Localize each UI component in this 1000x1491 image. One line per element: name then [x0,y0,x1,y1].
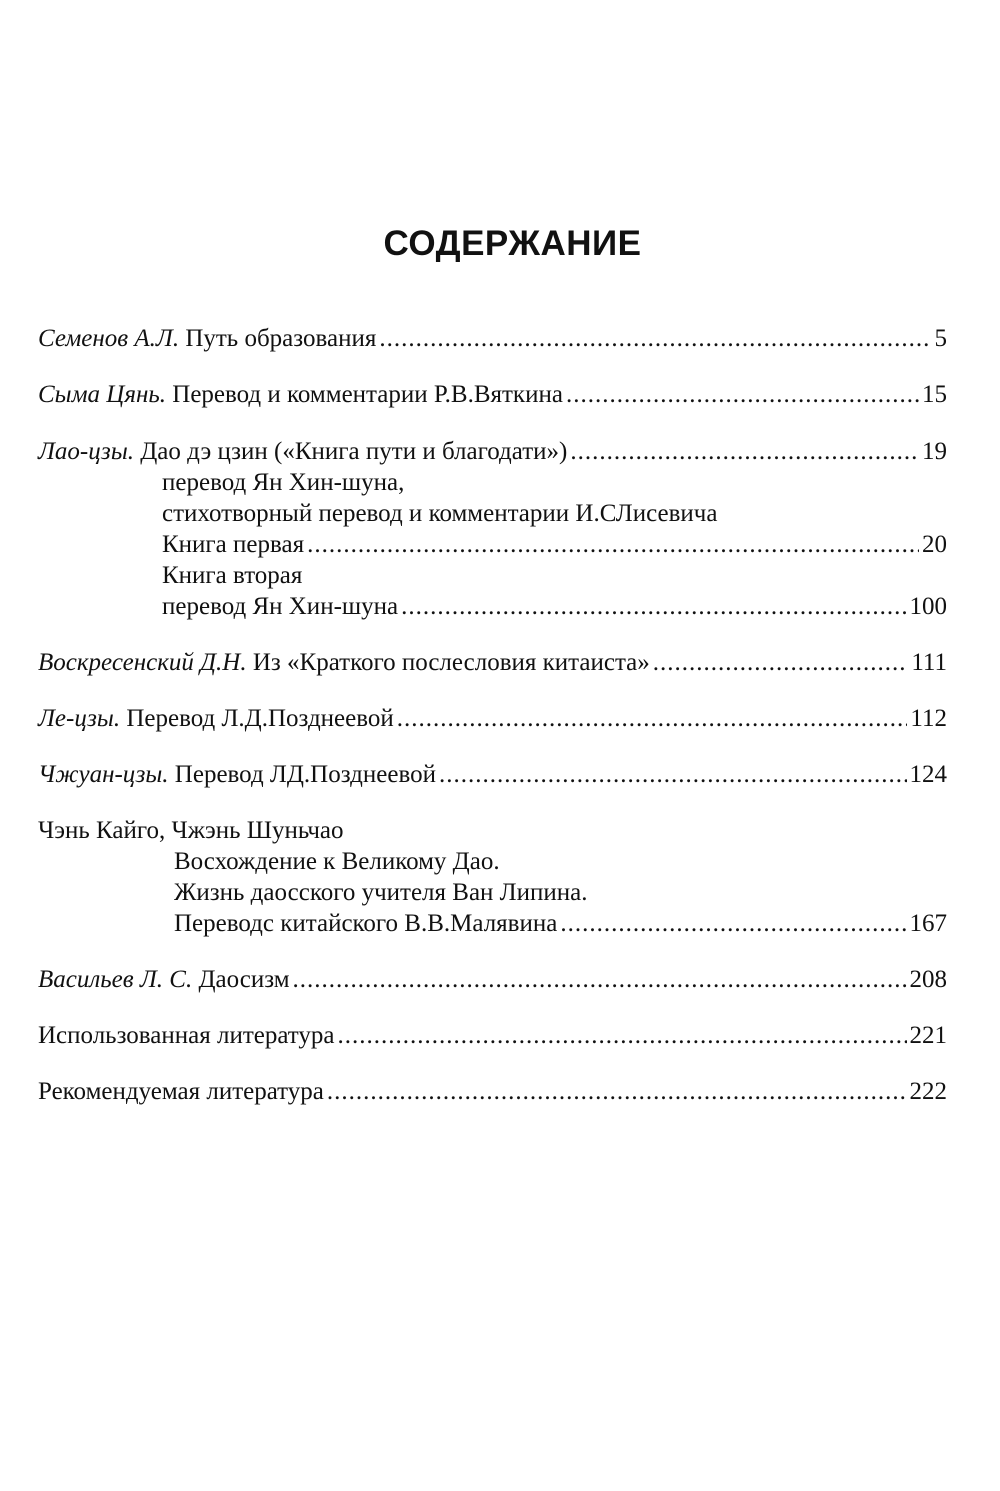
toc-subline-text: перевод Ян Хин-шуна, [162,469,405,496]
toc-entry-le-tzu[interactable] [38,704,947,734]
toc-entry-syma-tsyan[interactable] [38,380,947,410]
toc-entry-lao-book-one[interactable] [162,530,947,560]
toc-subline-text: Восхождение к Великому Дао. [174,848,500,875]
toc-subline-text: Книга вторая [162,562,303,589]
toc-subline [162,468,404,498]
toc-entry-title: Перевод и комментарии Р.В.Вяткина [172,381,563,408]
toc-entry-author: Воскресенский Д.Н. [38,649,247,676]
dot-leader [566,380,919,410]
toc-entry-title: Дао дэ цзин («Книга пути и благодати») [140,438,568,465]
toc-entry-page: 19 [922,438,947,465]
toc-entry-title: Перевод ЛД.Позднеевой [174,761,436,788]
dot-leader [439,760,907,790]
toc-entry-page: 124 [909,761,947,788]
toc-entry-title: Рекомендуемая литература [38,1078,324,1105]
toc-entry-lao-book-two[interactable] [162,592,947,622]
toc-entry-author: Сыма Цянь. [38,381,167,408]
toc-entry-title: Использованная литература [38,1022,335,1049]
dot-leader [653,648,909,678]
toc-entry-title: Переводс китайского В.В.Малявина [174,910,558,937]
toc-entry-author: Чэнь Кайго, Чжэнь Шуньчао [38,817,344,844]
toc-entry-title: Книга первая [162,531,305,558]
toc-entry-semenov[interactable] [38,324,947,354]
toc-entry-title: Из «Краткого послесловия китаиста» [252,649,650,676]
toc-entry-zhuang-tzu[interactable] [38,760,947,790]
toc-entry-author: Лао-цзы. [38,438,134,465]
toc-entry-chen-kaigo-authors [38,816,344,846]
toc-entry-chen-kaigo[interactable] [174,909,947,939]
toc-entry-title: Путь образования [185,325,377,352]
dot-leader [401,592,906,622]
toc-entry-page: 222 [909,1078,947,1105]
toc-entry-page: 208 [909,966,947,993]
dot-leader [560,909,906,939]
toc-entry-author: Ле-цзы. [38,705,121,732]
toc-subline [174,878,588,908]
toc-entry-page: 15 [922,381,947,408]
dot-leader [338,1021,907,1051]
toc-entry-title: перевод Ян Хин-шуна [162,593,399,620]
dot-leader [379,324,931,354]
toc-entry-page: 5 [934,325,947,352]
toc-subline [162,561,302,591]
toc-entry-page: 20 [922,531,947,558]
toc-entry-title: Перевод Л.Д.Позднеевой [126,705,394,732]
toc-subline-text: Жизнь даосского учителя Ван Липина. [174,879,588,906]
toc-entry-recommended-literature[interactable] [38,1077,947,1107]
dot-leader [570,437,919,467]
toc-entry-voskresensky[interactable] [38,648,947,678]
toc-entry-page: 112 [910,705,947,732]
toc-entry-author: Васильев Л. С. [38,966,193,993]
toc-entry-page: 111 [911,649,947,676]
toc-entry-page: 167 [909,910,947,937]
dot-leader [397,704,908,734]
toc-entry-title: Даосизм [198,966,290,993]
toc-entry-lao-tzu[interactable] [38,437,947,467]
toc-entry-used-literature[interactable] [38,1021,947,1051]
toc-entry-author: Чжуан-цзы. [38,761,169,788]
toc-entry-author: Семенов А.Л. [38,325,180,352]
toc-subline-text: стихотворный перевод и комментарии И.СЛисевича [162,500,718,527]
toc-entry-page: 100 [909,593,947,620]
toc-subline [162,499,717,529]
dot-leader [293,965,907,995]
page-title: СОДЕРЖАНИЕ [383,224,642,263]
dot-leader [327,1077,907,1107]
dot-leader [307,530,919,560]
toc-subline [174,847,500,877]
toc-entry-vasiliev[interactable] [38,965,947,995]
toc-entry-page: 221 [909,1022,947,1049]
